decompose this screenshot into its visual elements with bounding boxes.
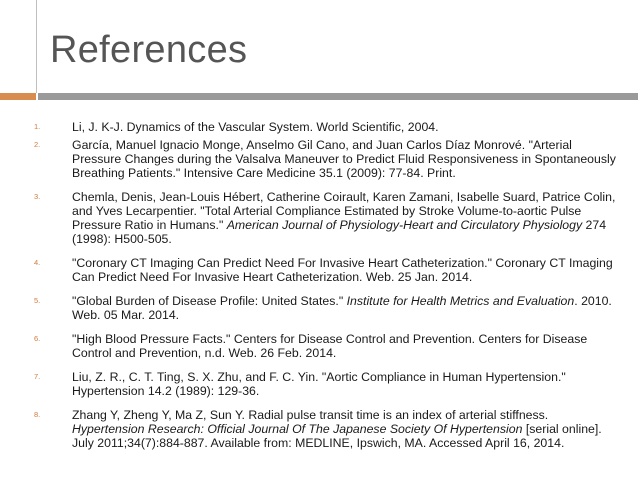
reference-list <box>34 120 624 450</box>
slide-title: References <box>50 29 248 71</box>
reference-text: Liu, Z. R., C. T. Ting, S. X. Zhu, and F. C. Yin. "Aortic Compliance in Human Hypertension." Hypertension 14.2 (1989): 129-36. <box>72 370 566 398</box>
reference-item <box>34 120 624 134</box>
reference-item <box>34 332 624 360</box>
reference-text-tail: 274 (1998): H500-505. <box>72 218 607 246</box>
reference-text: Chemla, Denis, Jean-Louis Hébert, Catherine Coirault, Karen Zamani, Isabelle Suard, Patrice Colin, and Yves Lecarpentier. "Total Arterial Compliance Estimated by Stroke Volume-to-aortic Pulse Pressure Ratio in Humans." <box>72 190 616 232</box>
reference-number: 4. <box>34 258 41 267</box>
reference-number: 7. <box>34 372 41 381</box>
reference-item <box>34 408 624 450</box>
reference-item <box>34 190 624 246</box>
reference-item <box>34 370 624 398</box>
reference-text-tail: [serial online]. July 2011;34(7):884-887. Available from: MEDLINE, Ipswich, MA. Accessed April 16, 2014. <box>72 422 602 450</box>
reference-item <box>34 256 624 284</box>
reference-text: "Global Burden of Disease Profile: United States." <box>72 294 347 308</box>
reference-number: 6. <box>34 334 41 343</box>
reference-number: 5. <box>34 296 41 305</box>
title-rule-accent <box>0 93 36 100</box>
reference-text: Li, J. K-J. Dynamics of the Vascular System. World Scientific, 2004. <box>72 120 439 134</box>
title-rule <box>0 93 638 100</box>
reference-number: 8. <box>34 410 41 419</box>
reference-item <box>34 138 624 180</box>
reference-number: 1. <box>34 122 41 131</box>
reference-text: "High Blood Pressure Facts." Centers for Disease Control and Prevention. Centers for Disease Control and Prevention, n.d. Web. 26 Feb. 2014. <box>72 332 588 360</box>
title-divider-vertical <box>36 0 37 100</box>
title-rule-bar <box>38 93 638 100</box>
reference-item <box>34 294 624 322</box>
reference-text-tail: . 2010. Web. 05 Mar. 2014. <box>72 294 612 322</box>
reference-number: 3. <box>34 192 41 201</box>
reference-journal: Institute for Health Metrics and Evaluation <box>346 294 575 308</box>
reference-number: 2. <box>34 140 41 149</box>
reference-text: García, Manuel Ignacio Monge, Anselmo Gil Cano, and Juan Carlos Díaz Monrové. "Arterial Pressure Changes during the Valsalva Maneuver to Predict Fluid Responsiveness in Spontaneously Breathing Patients." Intensive Care Medicine 35.1 (2009): 77-84. Print. <box>72 138 616 180</box>
reference-text: "Coronary CT Imaging Can Predict Need For Invasive Heart Catheterization." Coronary CT Imaging Can Predict Need For Invasive Heart Catheterization. Web. 25 Jan. 2014. <box>72 256 613 284</box>
reference-text: Zhang Y, Zheng Y, Ma Z, Sun Y. Radial pulse transit time is an index of arterial stiffness. <box>72 408 549 422</box>
reference-journal: Hypertension Research: Official Journal Of The Japanese Society Of Hypertension <box>72 422 523 436</box>
reference-journal: American Journal of Physiology-Heart and Circulatory Physiology <box>226 218 583 232</box>
